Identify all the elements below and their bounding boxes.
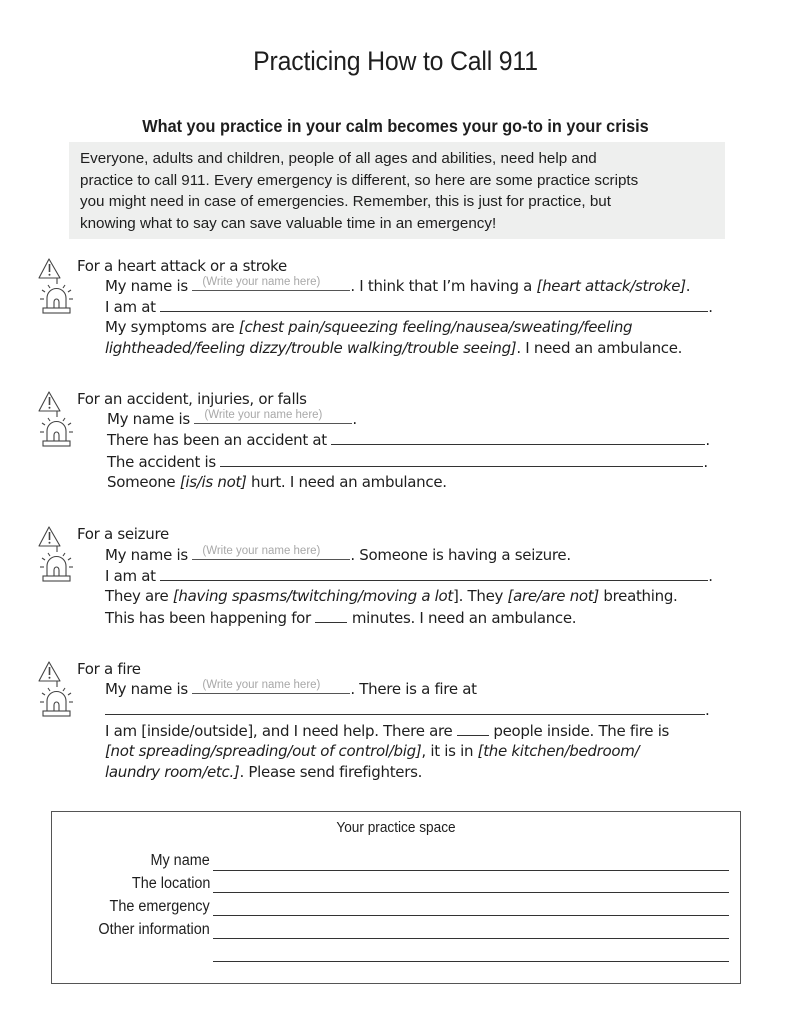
minutes-field[interactable]: [315, 608, 347, 623]
page-title: Practicing How to Call 911: [253, 46, 538, 76]
alarm-warning-icon: [37, 524, 75, 588]
script-line: I am [inside/outside], and I need help. There are people inside. The fire is: [105, 722, 670, 740]
name-field[interactable]: (Write your name here): [192, 544, 350, 560]
script-line: There has been an accident at .: [107, 431, 710, 449]
location-field[interactable]: [160, 566, 708, 581]
script-line: The accident is .: [107, 453, 708, 471]
alarm-warning-icon: [37, 659, 75, 723]
practice-field-name[interactable]: [213, 870, 729, 871]
practice-label-emergency: The emergency: [109, 898, 210, 915]
location-field[interactable]: [105, 700, 705, 715]
location-field[interactable]: [331, 430, 705, 445]
people-count-field[interactable]: [457, 721, 489, 736]
script-line: Someone [is/is not] hurt. I need an ambulance.: [107, 473, 447, 491]
practice-label-location: The location: [131, 875, 210, 892]
section-heading: For a fire: [77, 660, 141, 678]
script-line: [not spreading/spreading/out of control/big], it is in [the kitchen/bedroom/: [105, 742, 640, 760]
name-field[interactable]: (Write your name here): [194, 408, 352, 424]
practice-space-box: [51, 811, 741, 984]
practice-field-other[interactable]: [213, 938, 729, 939]
practice-field-location[interactable]: [213, 892, 729, 893]
intro-line: you might need in case of emergencies. Remember, this is just for practice, but: [80, 193, 611, 210]
script-line: They are [having spasms/twitching/moving a lot]. They [are/are not] breathing.: [105, 587, 678, 605]
script-line: My name is (Write your name here) . Someone is having a seizure.: [105, 545, 571, 564]
script-line: .: [105, 700, 709, 719]
script-line: This has been happening for minutes. I need an ambulance.: [105, 609, 577, 627]
section-heading: For a heart attack or a stroke: [77, 257, 287, 275]
alarm-warning-icon: [37, 389, 75, 453]
practice-space-title: Your practice space: [336, 820, 456, 836]
practice-label-name: My name: [150, 852, 210, 869]
section-heading: For an accident, injuries, or falls: [77, 390, 307, 408]
intro-box: [69, 142, 725, 239]
script-line: My symptoms are [chest pain/squeezing feeling/nausea/sweating/feeling: [105, 318, 633, 336]
name-field[interactable]: (Write your name here): [192, 678, 350, 694]
script-line: My name is (Write your name here) .: [107, 409, 357, 428]
intro-line: practice to call 911. Every emergency is different, so here are some practice scripts: [80, 171, 639, 189]
intro-line: Everyone, adults and children, people of all ages and abilities, need help and: [80, 150, 597, 167]
alarm-warning-icon: [37, 256, 75, 320]
practice-label-other: Other information: [98, 921, 210, 938]
name-field[interactable]: (Write your name here): [192, 275, 350, 291]
script-line: I am at .: [105, 567, 713, 585]
script-line: My name is (Write your name here) . There is a fire at: [105, 679, 477, 698]
practice-field-other-extra[interactable]: [213, 961, 729, 962]
accident-field[interactable]: [220, 452, 703, 467]
section-heading: For a seizure: [77, 525, 169, 543]
page-subtitle: What you practice in your calm becomes your go-to in your crisis: [142, 116, 649, 136]
script-line: lightheaded/feeling dizzy/trouble walking/trouble seeing]. I need an ambulance.: [105, 339, 683, 357]
practice-field-emergency[interactable]: [213, 915, 729, 916]
script-line: I am at .: [105, 298, 713, 316]
intro-line: knowing what to say can save valuable time in an emergency!: [80, 214, 497, 232]
script-line: laundry room/etc.]. Please send firefighters.: [105, 763, 423, 781]
location-field[interactable]: [160, 297, 708, 312]
script-line: My name is (Write your name here) . I think that I’m having a [heart attack/stroke].: [105, 276, 691, 295]
